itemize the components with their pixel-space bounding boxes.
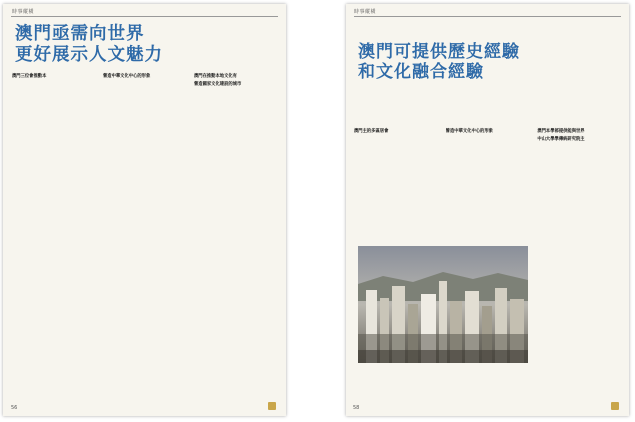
article-title <box>358 42 520 82</box>
page-marker-icon <box>268 402 276 410</box>
body-column <box>194 72 278 399</box>
subheading: 澳門在推動本地文化有 <box>194 74 237 79</box>
title-line: 更好展示人文魅力 <box>15 44 163 65</box>
body-column <box>103 72 187 399</box>
left-page <box>3 4 286 416</box>
title-line: 澳門可提供歷史經驗 <box>358 42 520 62</box>
section-tag: 時事縱橫 <box>12 9 35 15</box>
header-rule <box>11 16 278 17</box>
article-title <box>15 24 163 65</box>
page-marker-icon <box>611 402 619 410</box>
body-columns <box>12 72 278 399</box>
title-line: 和文化融合經驗 <box>358 62 484 83</box>
subheading: 營造中華文化中心的形象 <box>445 129 493 134</box>
header-rule <box>354 16 621 17</box>
subheading: 營造國家文化建設的城市 <box>194 82 242 88</box>
page-number: 56 <box>11 405 18 411</box>
city-skyline-photo <box>358 246 528 363</box>
subheading: 中山大學學傳統研究院主 <box>537 137 585 143</box>
title-line: 澳門亟需向世界 <box>15 24 145 44</box>
body-column <box>12 72 96 399</box>
subheading: 澳門主的多區居會 <box>354 129 389 134</box>
right-page <box>346 4 629 416</box>
page-number: 58 <box>353 405 360 411</box>
section-tag: 時事縱橫 <box>354 9 377 15</box>
subheading: 澳門本學部提供能與世界 <box>537 129 585 134</box>
subheading: 營造中華文化中心的形象 <box>103 74 151 79</box>
body-column <box>537 127 622 399</box>
subheading: 澳門三位會推動本 <box>12 74 47 79</box>
